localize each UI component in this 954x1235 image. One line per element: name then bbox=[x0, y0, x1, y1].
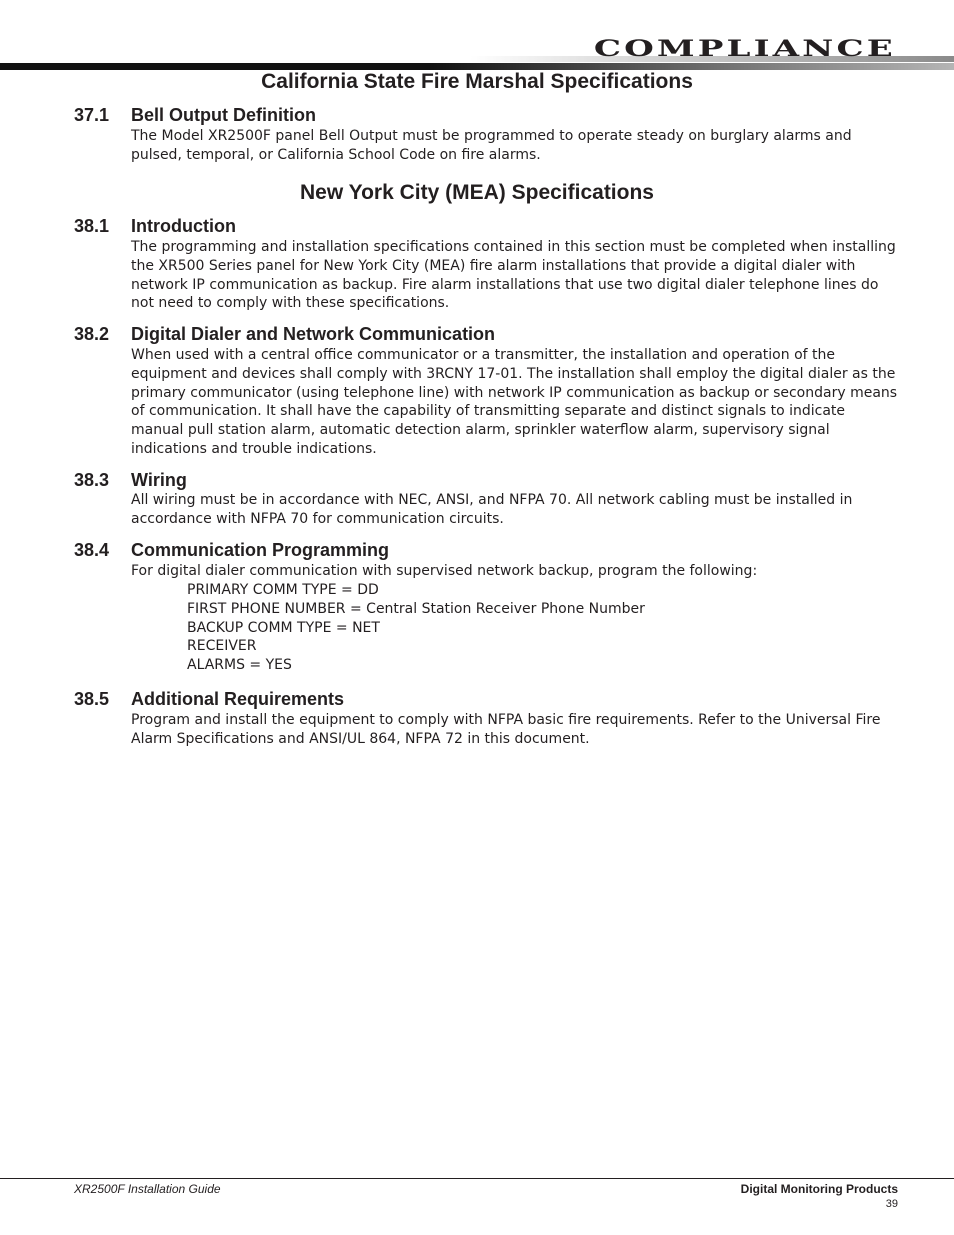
california-title: California State Fire Marshal Specifications bbox=[261, 70, 693, 93]
section-heading: Digital Dialer and Network Communication bbox=[131, 324, 496, 344]
heading-38-4 bbox=[74, 540, 389, 561]
body-38-2: When used with a central office communicator or a transmitter, the installation and operation of the equipment and devices shall comply with 3RCNY 17-01. The installation shall employ the digital dialer as the primary communicator (using telephone line) with network IP communication as backup or secondary means of communication. It shall have the capability of transmitting separate and distinct signals to indicate manual pull station alarm, automatic detection alarm, sprinkler waterflow alarm, supervisory signal indications and trouble indications. bbox=[131, 347, 898, 457]
heading-38-2 bbox=[74, 324, 495, 345]
section-heading: Additional Requirements bbox=[131, 689, 345, 709]
list-item: ALARMS = YES bbox=[187, 657, 292, 674]
list-item: PRIMARY COMM TYPE = DD bbox=[187, 582, 379, 598]
header-rule-thick bbox=[0, 63, 954, 70]
footer-guide-title: XR2500F Installation Guide bbox=[74, 1182, 221, 1196]
body-38-4: For digital dialer communication with supervised network backup, program the following: bbox=[131, 563, 758, 579]
section-number: 37.1 bbox=[74, 105, 110, 125]
section-number: 38.1 bbox=[74, 216, 110, 236]
heading-38-3 bbox=[74, 470, 187, 491]
body-38-1: The programming and installation specifications contained in this section must be completed when installing the XR500 Series panel for New York City (MEA) fire alarm installations that provide a digital dialer with network IP communication as backup. Fire alarm installations that use two digital dialer telephone lines do not need to comply with these specifications. bbox=[131, 239, 896, 312]
section-heading: Communication Programming bbox=[131, 540, 390, 560]
list-item: FIRST PHONE NUMBER = Central Station Receiver Phone Number bbox=[187, 600, 645, 617]
body-38-3: All wiring must be in accordance with NEC, ANSI, and NFPA 70. All network cabling must be installed in accordance with NFPA 70 for communication circuits. bbox=[131, 492, 853, 527]
programming-list bbox=[187, 581, 645, 675]
section-tag: COMPLIANCE bbox=[594, 36, 896, 62]
section-heading: Bell Output Definition bbox=[131, 105, 316, 125]
heading-38-1 bbox=[74, 216, 236, 237]
heading-37-1 bbox=[74, 105, 316, 126]
list-item: RECEIVER bbox=[187, 638, 257, 655]
list-item: BACKUP COMM TYPE = NET bbox=[187, 619, 380, 636]
body-38-5: Program and install the equipment to comply with NFPA basic fire requirements. Refer to the Universal Fire Alarm Specifications and ANSI/UL 864, NFPA 72 in this document. bbox=[131, 712, 881, 747]
section-number: 38.4 bbox=[74, 540, 110, 560]
footer-rule bbox=[0, 1178, 954, 1179]
page-number: 39 bbox=[885, 1198, 898, 1210]
footer-company: Digital Monitoring Products bbox=[740, 1182, 898, 1196]
section-heading: Wiring bbox=[131, 470, 187, 490]
nyc-title: New York City (MEA) Specifications bbox=[300, 181, 654, 204]
section-heading: Introduction bbox=[131, 216, 236, 236]
section-number: 38.5 bbox=[74, 689, 110, 709]
section-number: 38.2 bbox=[74, 324, 110, 344]
heading-38-5 bbox=[74, 689, 344, 710]
body-37-1: The Model XR2500F panel Bell Output must be programmed to operate steady on burglary alarms and pulsed, temporal, or California School Code on fire alarms. bbox=[131, 128, 852, 163]
section-number: 38.3 bbox=[74, 470, 110, 490]
